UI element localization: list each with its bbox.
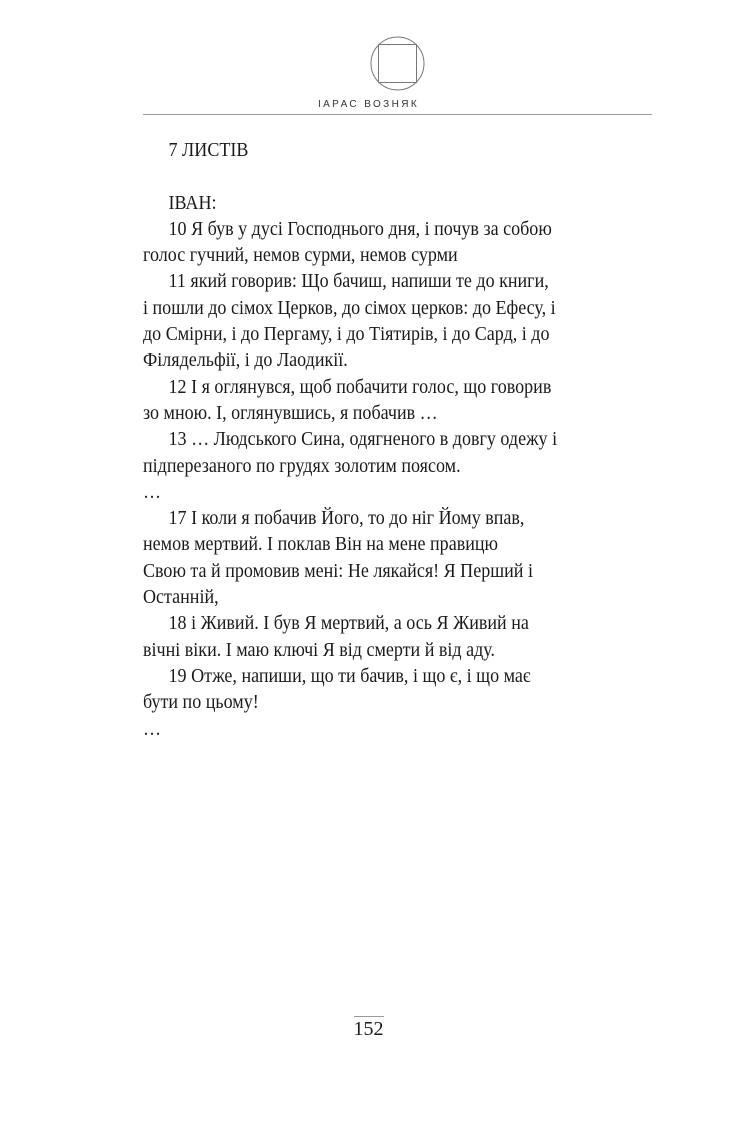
verse-line: немов мертвий. І поклав Він на мене правицю — [143, 533, 499, 556]
verse-line: Філядельфії, і до Лаодикії. — [143, 349, 348, 372]
running-header-author: ІАРАС ВОЗНЯК — [317, 99, 420, 110]
verse-line: 11 який говорив: Що бачиш, напиши те до книги, — [168, 270, 549, 293]
verse-line: 10 Я був у дусі Господнього дня, і почув за собою — [168, 217, 552, 240]
blank-line — [143, 163, 583, 189]
section-title: 7 ЛИСТІВ — [168, 139, 249, 161]
publisher-emblem-icon — [370, 36, 425, 91]
page-number: 152 — [353, 1018, 384, 1040]
page-number-container — [0, 1016, 737, 1041]
verse-line: вічні віки. І маю ключі Я від смерти й від аду. — [143, 638, 496, 661]
main-text — [143, 137, 583, 742]
verse-line: бути по цьому! — [143, 691, 259, 714]
verse-line: Останній, — [143, 586, 219, 609]
verse-line: зо мною. І, оглянувшись, я побачив … — [143, 401, 438, 424]
header-divider — [143, 114, 652, 115]
verse-line: підперезаного по грудях золотим поясом. — [143, 454, 461, 477]
ellipsis-line: … — [143, 717, 162, 740]
verse-line: до Смірни, і до Пергаму, і до Тіятирів, і до Сард, і до — [143, 323, 550, 346]
ellipsis-line: … — [143, 480, 162, 503]
speaker-label: ІВАН: — [168, 191, 217, 214]
verse-line: 19 Отже, напиши, що ти бачив, і що є, і що має — [168, 664, 531, 687]
verse-line: 13 … Людського Сина, одягненого в довгу одежу і — [168, 428, 558, 451]
verse-line: 17 І коли я побачив Його, то до ніг Йому впав, — [168, 507, 525, 530]
verse-line: 12 І я оглянувся, щоб побачити голос, що говорив — [168, 375, 552, 398]
verse-line: 18 і Живий. І був Я мертвий, а ось Я Живий на — [168, 612, 529, 635]
verse-line: і пошли до сімох Церков, до сімох церков: до Ефесу, і — [143, 296, 556, 319]
verse-line: Свою та й промовив мені: Не лякайся! Я Перший і — [143, 559, 533, 582]
verse-line: голос гучний, немов сурми, немов сурми — [143, 244, 458, 267]
